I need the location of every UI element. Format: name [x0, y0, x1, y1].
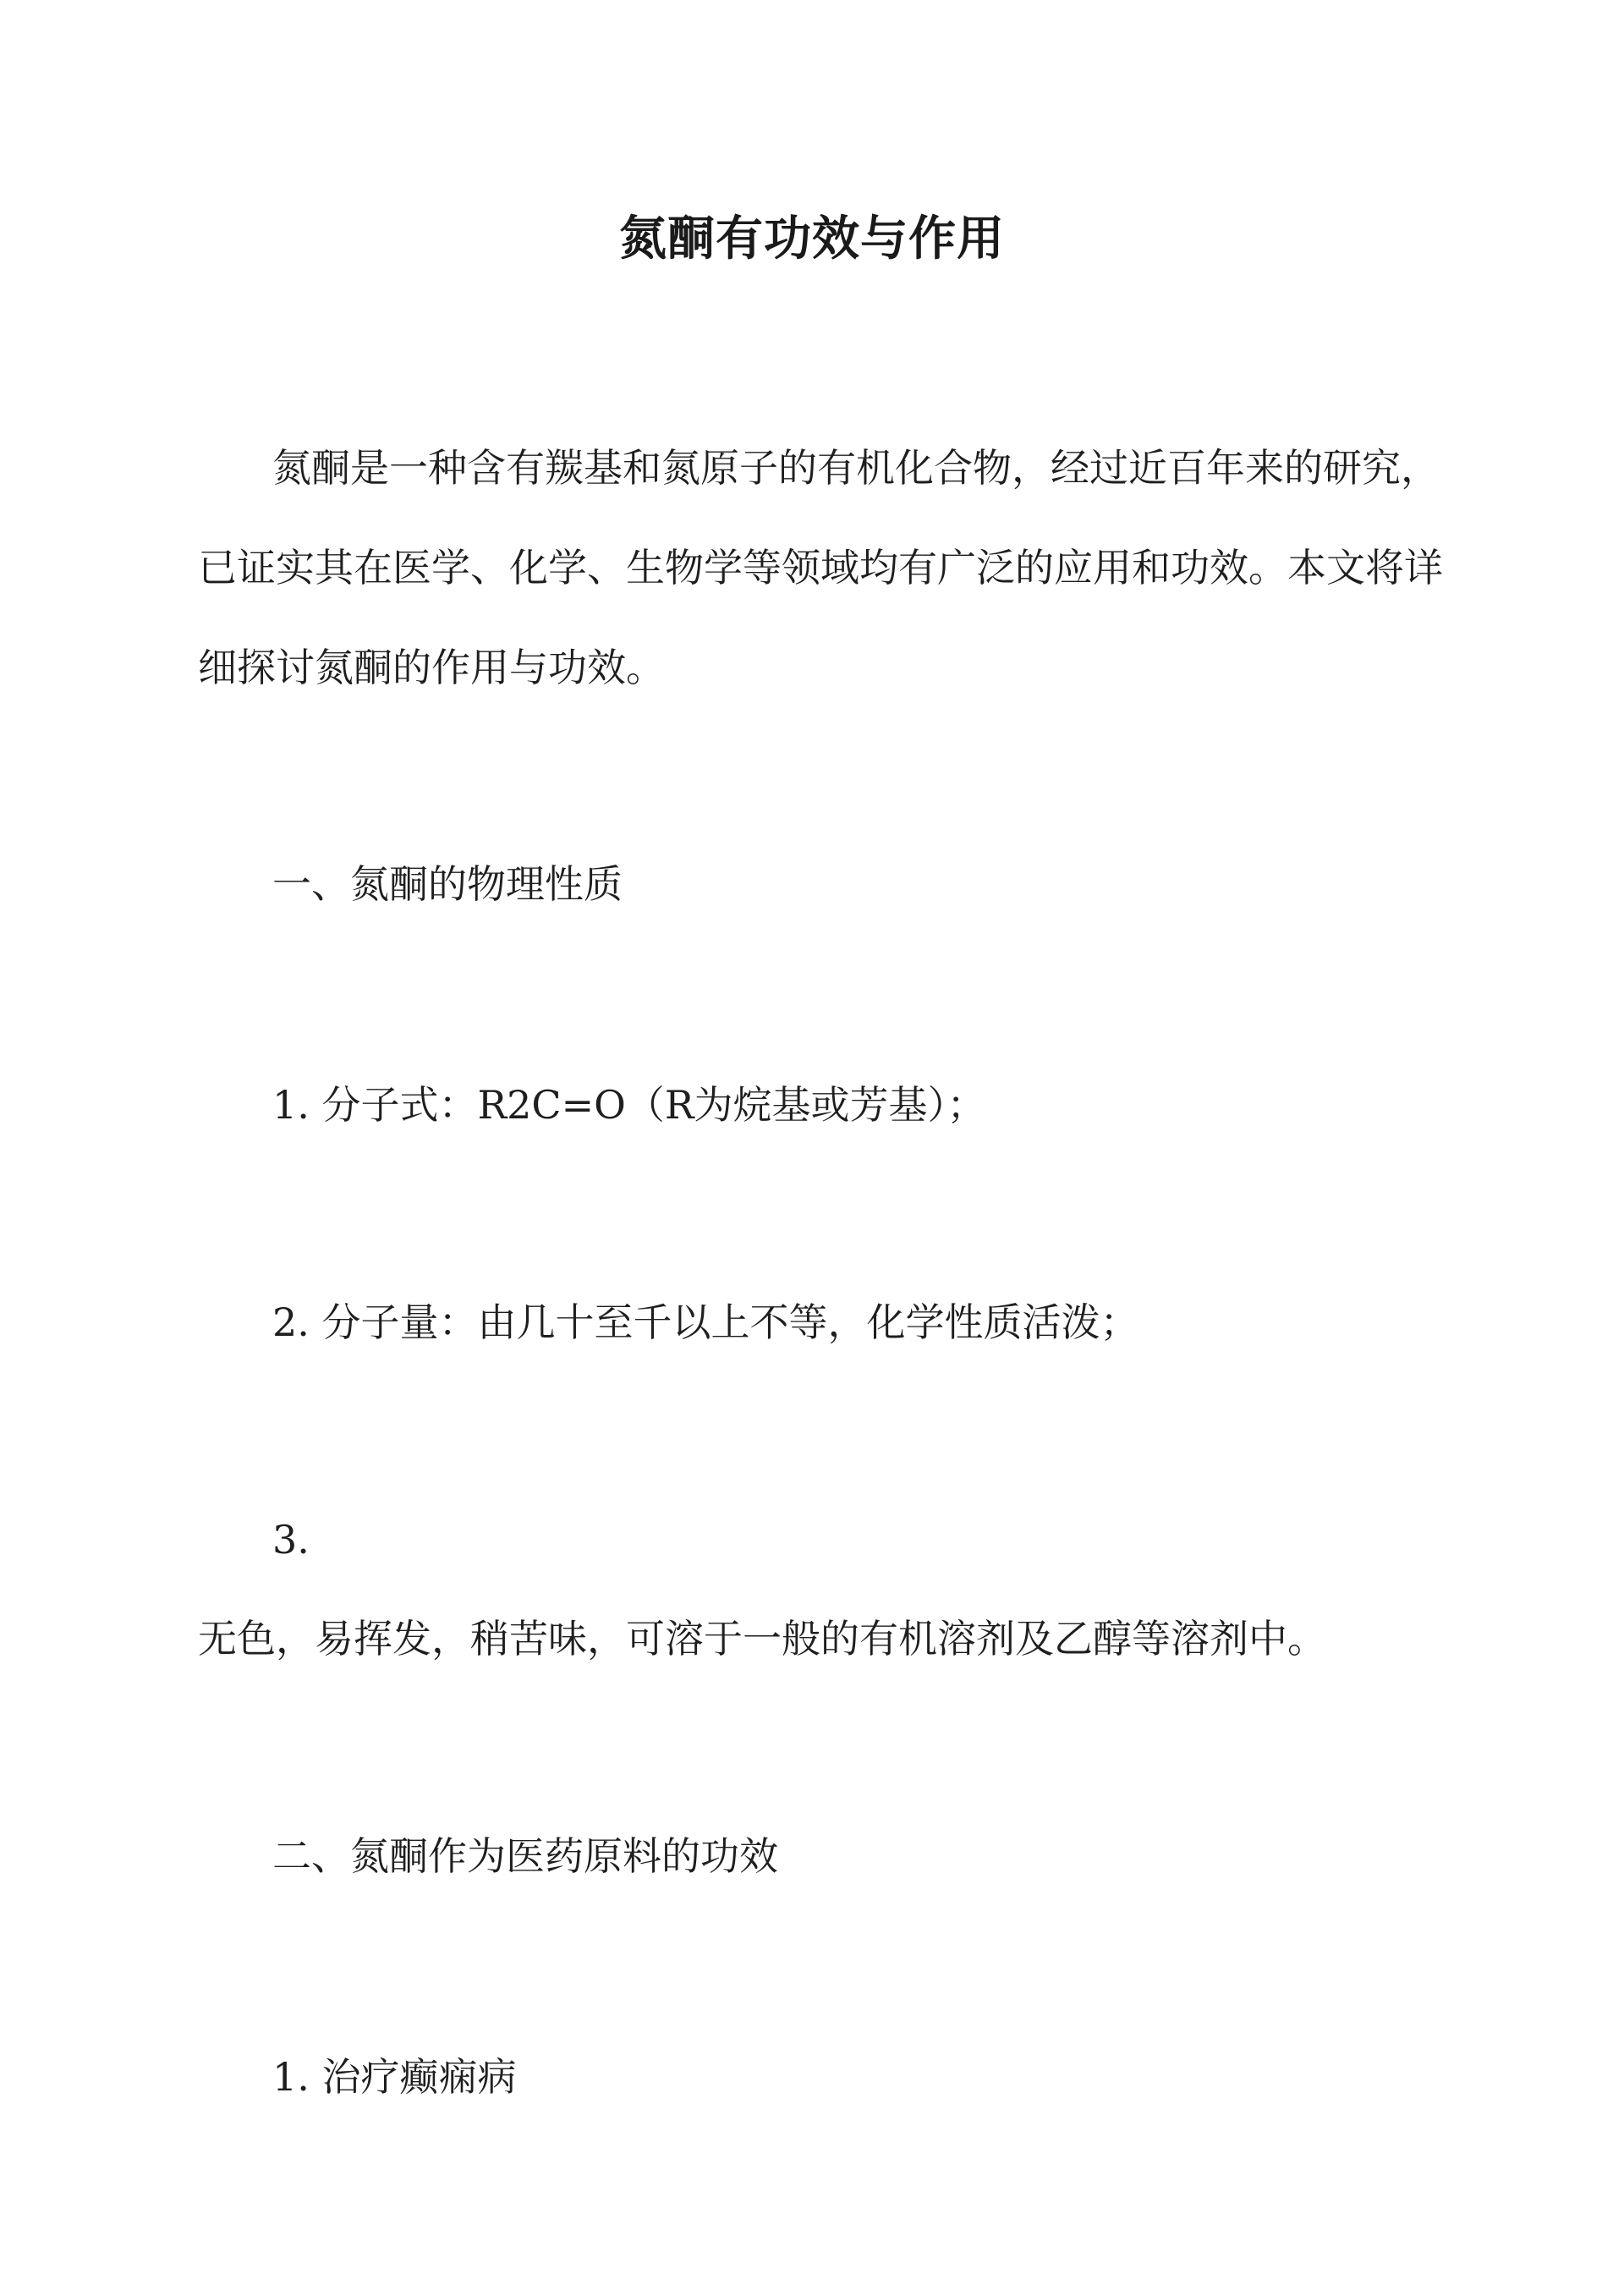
list-item-molecular-formula: 1. 分子式：R2C=O（R为烷基或芳基）； — [272, 1082, 986, 1128]
list-item-appearance: 无色，易挥发，稍苦味，可溶于一般的有机溶剂及乙醇等溶剂中。 — [198, 1616, 1326, 1662]
list-item-molecular-weight: 2. 分子量：由几十至千以上不等，化学性质活泼； — [272, 1299, 1139, 1345]
list-item-number-3: 3. — [272, 1517, 310, 1563]
intro-line-3: 细探讨氮酮的作用与功效。 — [198, 645, 665, 690]
list-item-epilepsy: 1. 治疗癫痫病 — [272, 2054, 517, 2100]
intro-line-1: 氮酮是一种含有羰基和氮原子的有机化合物，经过近百年来的研究， — [272, 445, 1440, 491]
section-heading-2: 二、氮酮作为医药原料的功效 — [272, 1833, 778, 1879]
section-heading-1: 一、氮酮的物理性质 — [272, 861, 623, 907]
document-title: 氮酮有功效与作用 — [619, 211, 1005, 266]
intro-line-2: 已证实其在医学、化学、生物学等领域均有广泛的应用和功效。本文将详 — [198, 545, 1443, 590]
